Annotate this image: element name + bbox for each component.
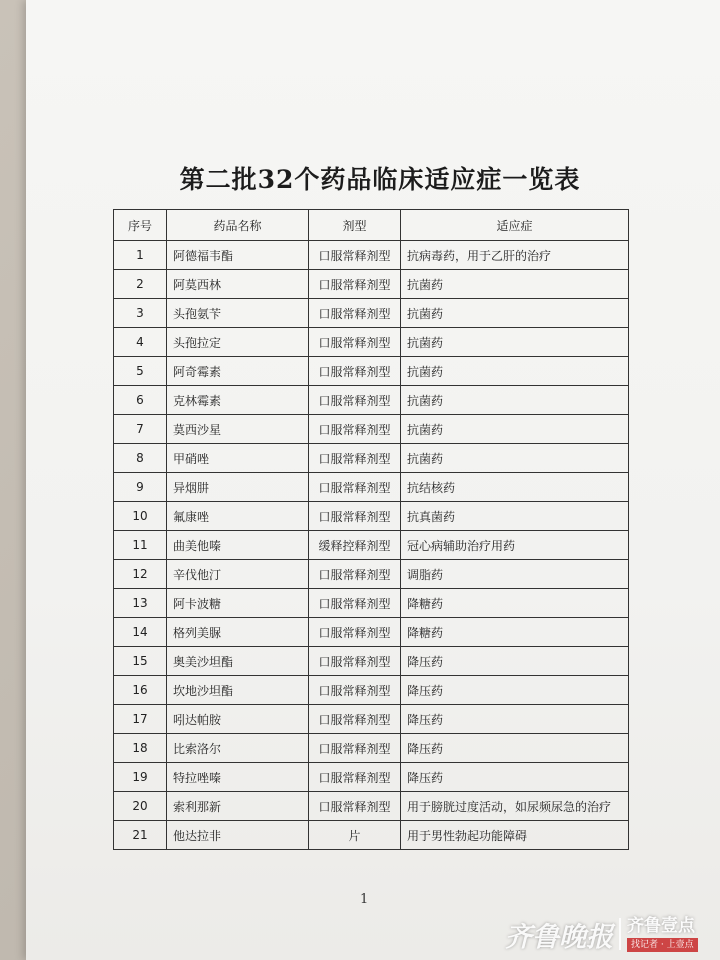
page-number: 1 — [360, 892, 369, 907]
indication: 降压药 — [401, 676, 629, 705]
dosage-form: 口服常释剂型 — [309, 734, 401, 763]
dosage-form: 口服常释剂型 — [309, 444, 401, 473]
indication: 抗菌药 — [401, 444, 629, 473]
header-drug-name: 药品名称 — [167, 210, 309, 241]
row-index: 10 — [114, 502, 167, 531]
drug-name: 阿德福韦酯 — [167, 241, 309, 270]
row-index: 8 — [114, 444, 167, 473]
indication: 抗结核药 — [401, 473, 629, 502]
indication: 降压药 — [401, 705, 629, 734]
row-index: 18 — [114, 734, 167, 763]
dosage-form: 口服常释剂型 — [309, 328, 401, 357]
dosage-form: 口服常释剂型 — [309, 415, 401, 444]
drug-name: 索利那新 — [167, 792, 309, 821]
indication: 用于男性勃起功能障碍 — [401, 821, 629, 850]
drug-indication-table — [113, 209, 629, 850]
drug-name: 曲美他嗪 — [167, 531, 309, 560]
table-row — [114, 763, 629, 792]
drug-name: 辛伐他汀 — [167, 560, 309, 589]
row-index: 17 — [114, 705, 167, 734]
dosage-form: 口服常释剂型 — [309, 299, 401, 328]
drug-name: 比索洛尔 — [167, 734, 309, 763]
indication: 抗菌药 — [401, 299, 629, 328]
row-index: 14 — [114, 618, 167, 647]
drug-name: 甲硝唑 — [167, 444, 309, 473]
indication: 抗菌药 — [401, 270, 629, 299]
row-index: 16 — [114, 676, 167, 705]
drug-name: 他达拉非 — [167, 821, 309, 850]
watermark — [505, 912, 717, 956]
row-index: 1 — [114, 241, 167, 270]
dosage-form: 口服常释剂型 — [309, 502, 401, 531]
indication: 抗真菌药 — [401, 502, 629, 531]
table-row — [114, 792, 629, 821]
dosage-form: 口服常释剂型 — [309, 792, 401, 821]
indication: 降压药 — [401, 647, 629, 676]
table-row — [114, 560, 629, 589]
drug-name: 奥美沙坦酯 — [167, 647, 309, 676]
table-row — [114, 241, 629, 270]
table-row — [114, 299, 629, 328]
drug-name: 克林霉素 — [167, 386, 309, 415]
table-row — [114, 821, 629, 850]
drug-name: 头孢拉定 — [167, 328, 309, 357]
row-index: 7 — [114, 415, 167, 444]
dosage-form: 口服常释剂型 — [309, 676, 401, 705]
dosage-form: 口服常释剂型 — [309, 763, 401, 792]
dosage-form: 口服常释剂型 — [309, 705, 401, 734]
dosage-form: 缓释控释剂型 — [309, 531, 401, 560]
watermark-brand-block — [627, 917, 698, 952]
indication: 抗病毒药，用于乙肝的治疗 — [401, 241, 629, 270]
drug-name: 氟康唑 — [167, 502, 309, 531]
indication: 抗菌药 — [401, 415, 629, 444]
dosage-form: 口服常释剂型 — [309, 386, 401, 415]
document-title: 第二批32个药品临床适应症一览表 — [179, 165, 581, 194]
table-row — [114, 357, 629, 386]
header-index: 序号 — [114, 210, 167, 241]
dosage-form: 片 — [309, 821, 401, 850]
drug-name: 头孢氨苄 — [167, 299, 309, 328]
dosage-form: 口服常释剂型 — [309, 647, 401, 676]
indication: 调脂药 — [401, 560, 629, 589]
indication: 降糖药 — [401, 589, 629, 618]
drug-name: 异烟肼 — [167, 473, 309, 502]
table-row — [114, 502, 629, 531]
table-row — [114, 618, 629, 647]
table-row — [114, 734, 629, 763]
row-index: 9 — [114, 473, 167, 502]
dosage-form: 口服常释剂型 — [309, 618, 401, 647]
row-index: 3 — [114, 299, 167, 328]
watermark-divider — [619, 918, 621, 950]
row-index: 19 — [114, 763, 167, 792]
row-index: 15 — [114, 647, 167, 676]
row-index: 4 — [114, 328, 167, 357]
dosage-form: 口服常释剂型 — [309, 357, 401, 386]
indication: 冠心病辅助治疗用药 — [401, 531, 629, 560]
row-index: 2 — [114, 270, 167, 299]
watermark-slogan: 找记者 · 上壹点 — [627, 938, 698, 952]
header-dosage-form: 剂型 — [309, 210, 401, 241]
indication: 降压药 — [401, 734, 629, 763]
watermark-brand: 齐鲁壹点 — [627, 915, 695, 936]
drug-name: 特拉唑嗪 — [167, 763, 309, 792]
table-row — [114, 705, 629, 734]
indication: 用于膀胱过度活动，如尿频尿急的治疗 — [401, 792, 629, 821]
drug-name: 阿莫西林 — [167, 270, 309, 299]
dosage-form: 口服常释剂型 — [309, 270, 401, 299]
row-index: 21 — [114, 821, 167, 850]
table-row — [114, 270, 629, 299]
table-row — [114, 589, 629, 618]
drug-name: 阿奇霉素 — [167, 357, 309, 386]
indication: 降压药 — [401, 763, 629, 792]
row-index: 6 — [114, 386, 167, 415]
indication: 降糖药 — [401, 618, 629, 647]
table-header-row — [114, 210, 629, 241]
drug-name: 阿卡波糖 — [167, 589, 309, 618]
table-row — [114, 328, 629, 357]
row-index: 11 — [114, 531, 167, 560]
dosage-form: 口服常释剂型 — [309, 560, 401, 589]
header-indication: 适应症 — [401, 210, 629, 241]
drug-name: 吲达帕胺 — [167, 705, 309, 734]
row-index: 13 — [114, 589, 167, 618]
indication: 抗菌药 — [401, 386, 629, 415]
drug-name: 格列美脲 — [167, 618, 309, 647]
table-row — [114, 676, 629, 705]
row-index: 5 — [114, 357, 167, 386]
dosage-form: 口服常释剂型 — [309, 473, 401, 502]
row-index: 12 — [114, 560, 167, 589]
watermark-paper-name: 齐鲁晚报 — [505, 921, 613, 953]
row-index: 20 — [114, 792, 167, 821]
table-row — [114, 415, 629, 444]
drug-name: 坎地沙坦酯 — [167, 676, 309, 705]
dosage-form: 口服常释剂型 — [309, 241, 401, 270]
table-row — [114, 386, 629, 415]
table-row — [114, 444, 629, 473]
table-row — [114, 473, 629, 502]
indication: 抗菌药 — [401, 328, 629, 357]
drug-name: 莫西沙星 — [167, 415, 309, 444]
table-row — [114, 531, 629, 560]
table-row — [114, 647, 629, 676]
table-body — [114, 241, 629, 850]
indication: 抗菌药 — [401, 357, 629, 386]
dosage-form: 口服常释剂型 — [309, 589, 401, 618]
